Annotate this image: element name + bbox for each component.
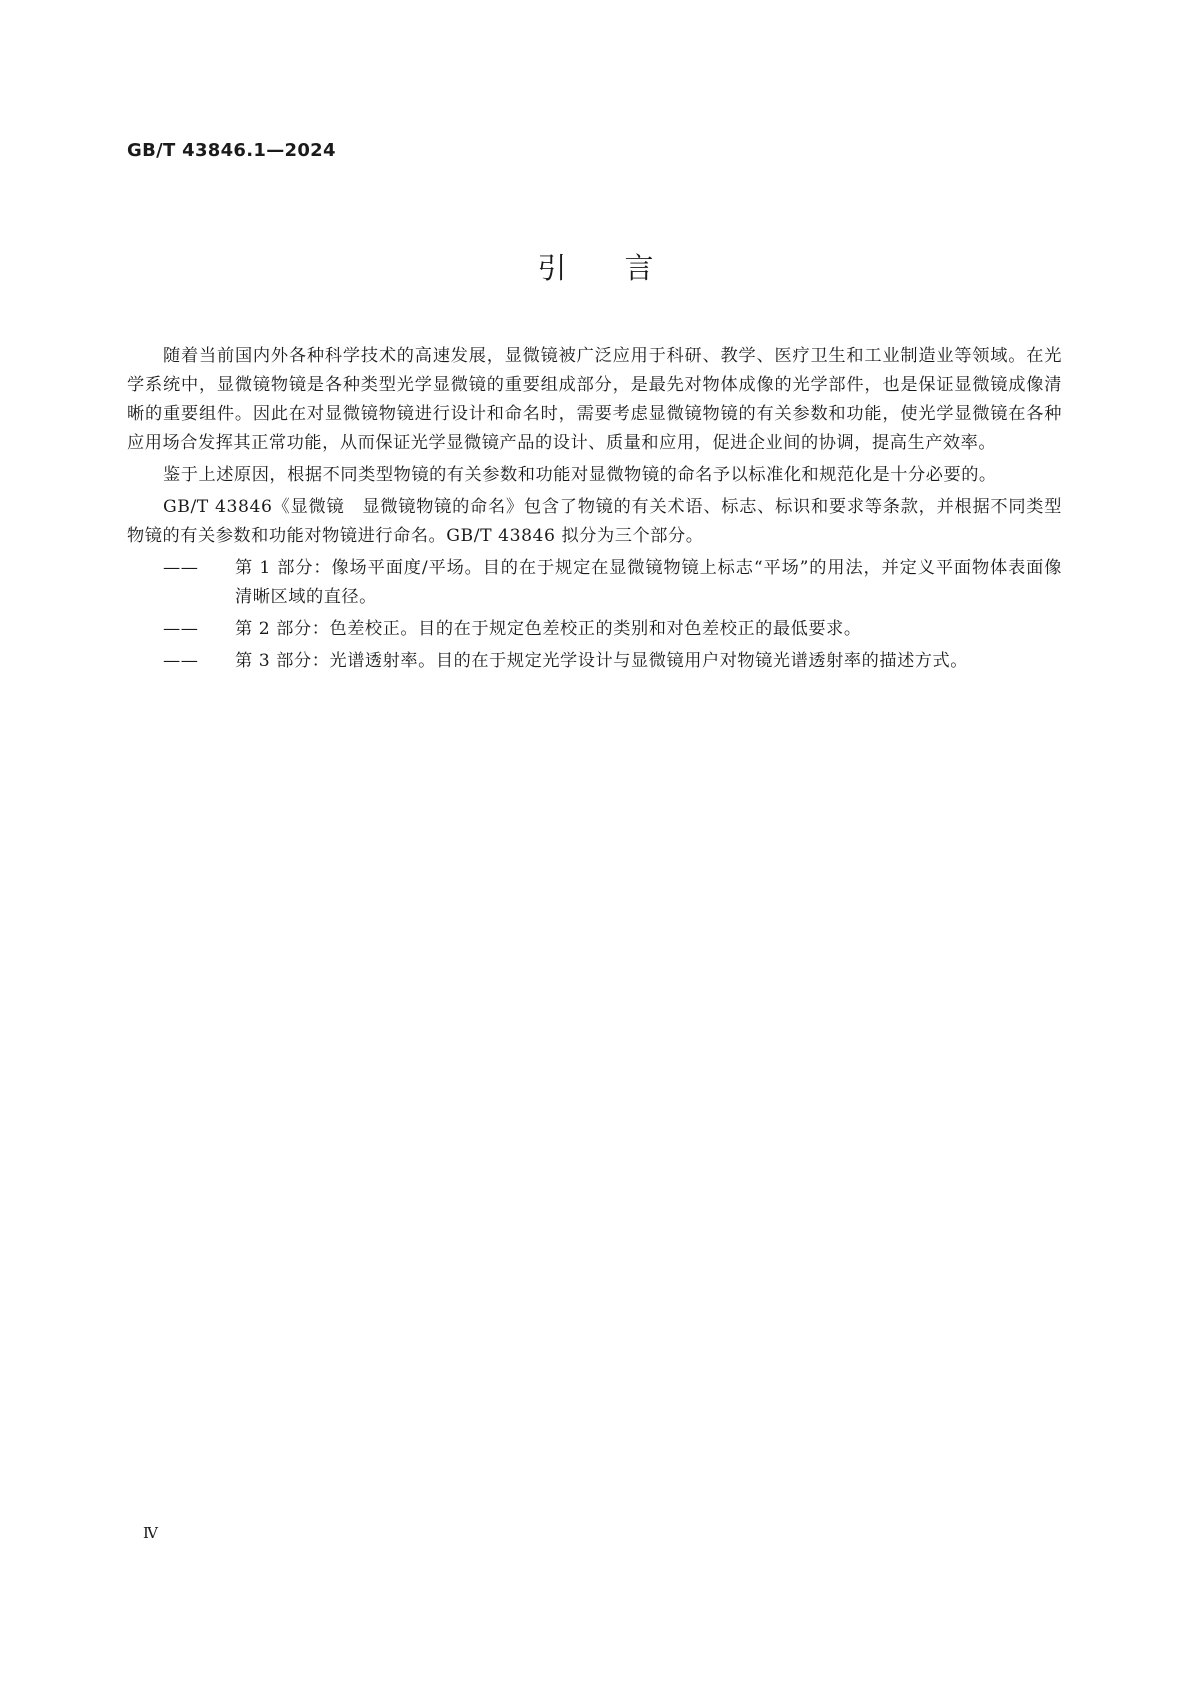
paragraph-structure: GB/T 43846《显微镜 显微镜物镜的命名》包含了物镜的有关术语、标志、标识和要求等条款，并根据不同类型物镜的有关参数和功能对物镜进行命名。GB/T 43846 拟分为三个部分。 bbox=[127, 497, 1062, 546]
paragraph-rationale: 鉴于上述原因，根据不同类型物镜的有关参数和功能对显微物镜的命名予以标准化和规范化是十分必要的。 bbox=[163, 465, 997, 485]
list-item-part-1 bbox=[163, 554, 1062, 612]
list-item-text: 第 3 部分：光谱透射率。目的在于规定光学设计与显微镜用户对物镜光谱透射率的描述方式。 bbox=[235, 651, 969, 671]
paragraph-background: 随着当前国内外各种科学技术的高速发展，显微镜被广泛应用于科研、教学、医疗卫生和工业制造业等领域。在光学系统中，显微镜物镜是各种类型光学显微镜的重要组成部分，是最先对物体成像的光学部件，也是保证显微镜成像清晰的重要组件。因此在对显微镜物镜进行设计和命名时，需要考虑显微镜物镜的有关参数和功能，使光学显微镜在各种应用场合发挥其正常功能，从而保证光学显微镜产品的设计、质量和应用，促进企业间的协调，提高生产效率。 bbox=[127, 346, 1062, 453]
list-item-part-2 bbox=[163, 615, 1062, 644]
list-item-text: 第 2 部分：色差校正。目的在于规定色差校正的类别和对色差校正的最低要求。 bbox=[235, 619, 862, 639]
page-title: 引言 bbox=[537, 251, 712, 285]
list-item-text: 第 1 部分：像场平面度/平场。目的在于规定在显微镜物镜上标志“平场”的用法，并定义平面物体表面像清晰区域的直径。 bbox=[235, 558, 1062, 607]
standard-code-header: GB/T 43846.1—2024 bbox=[127, 140, 336, 161]
list-dash: —— bbox=[163, 651, 199, 671]
list-dash: —— bbox=[163, 619, 199, 639]
list-item-part-3 bbox=[163, 647, 1062, 676]
introduction-body bbox=[127, 342, 1062, 679]
page-number: Ⅳ bbox=[143, 1524, 158, 1542]
list-dash: —— bbox=[163, 558, 199, 578]
